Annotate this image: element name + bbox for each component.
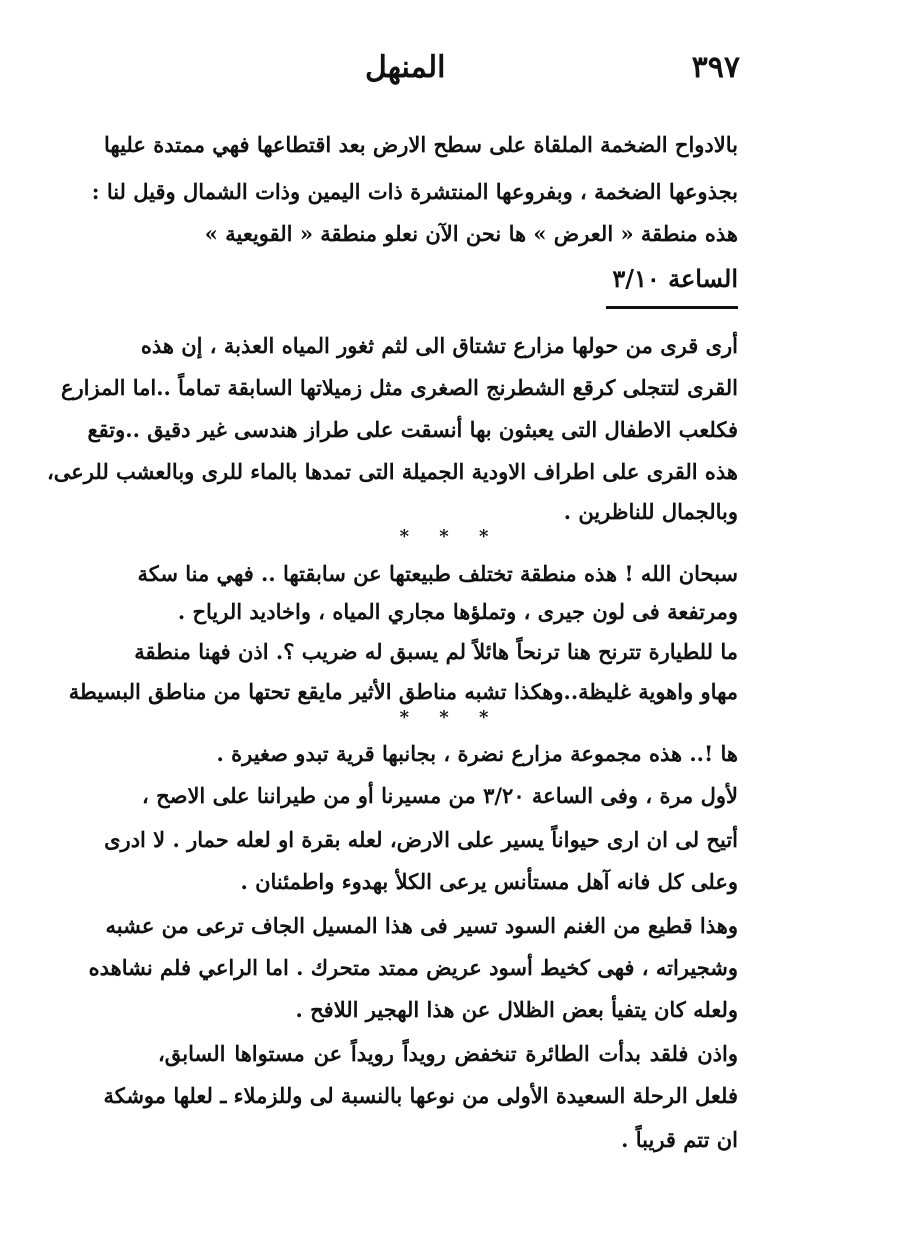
section-heading: الساعة ٣/١٠: [612, 264, 738, 293]
text-line: وعلى كل فانه آهل مستأنس يرعى الكلأ بهدوء واطمئنان .: [240, 869, 738, 894]
text-line: ومرتفعة فى لون جيرى ، وتملؤها مجاري المياه ، واخاديد الرياح .: [177, 599, 738, 624]
text-line: فكلعب الاطفال التى يعبثون بها أنسقت على طراز هندسى غير دقيق ..وتقع: [87, 417, 738, 442]
text-line: هذه منطقة « العرض » ها نحن الآن نعلو منطقة « القويعية »: [204, 221, 738, 246]
text-line: بجذوعها الضخمة ، وبفروعها المنتشرة ذات اليمين وذات الشمال وقيل لنا :: [91, 179, 738, 204]
running-title: المنهل: [365, 50, 446, 85]
text-line: وبالجمال للناظرين .: [563, 499, 738, 524]
text-line: أتيح لى ان ارى حيواناً يسير على الارض، لعله بقرة او لعله حمار . لا ادرى: [104, 827, 738, 852]
text-line: هذه القرى على اطراف الاودية الجميلة التى تمدها بالماء للرى وبالعشب للرعى،: [46, 459, 738, 484]
text-line: ولعله كان يتفيأ بعض الظلال عن هذا الهجير اللافح .: [295, 997, 738, 1022]
page-header: [120, 50, 740, 90]
text-line: وشجيراته ، فهى كخيط أسود عريض ممتد متحرك . اما الراعي فلم نشاهده: [88, 955, 738, 980]
text-line: بالادواح الضخمة الملقاة على سطح الارض بعد اقتطاعها فهي ممتدة عليها: [104, 132, 738, 157]
text-line: ان تتم قريباً .: [621, 1127, 738, 1152]
text-line: فلعل الرحلة السعيدة الأولى من نوعها بالنسبة لى وللزملاء ـ لعلها موشكة: [103, 1083, 738, 1108]
text-line: ها !.. هذه مجموعة مزارع نضرة ، بجانبها قرية تبدو صغيرة .: [216, 741, 738, 766]
heading-underline: [606, 306, 738, 309]
text-line: ما للطيارة تترنح هنا ترنحاً هائلاً لم يسبق له ضريب ؟. اذن فهنا منطقة: [134, 639, 738, 664]
text-line: لأول مرة ، وفى الساعة ٣/٢٠ من مسيرنا أو من طيراننا على الاصح ،: [141, 783, 738, 808]
page-number: ٣٩٧: [691, 50, 740, 85]
section-separator: * * *: [399, 526, 501, 547]
text-line: وهذا قطيع من الغنم السود تسير فى هذا المسيل الجاف ترعى من عشبه: [105, 913, 738, 938]
section-separator: * * *: [399, 707, 501, 728]
text-line: مهاو واهوية غليظة..وهكذا تشبه مناطق الأثير مايقع تحتها من مناطق البسيطة: [68, 679, 738, 704]
text-line: أرى قرى من حولها مزارع تشتاق الى لثم ثغور المياه العذبة ، إن هذه: [140, 333, 738, 358]
text-line: سبحان الله ! هذه منطقة تختلف طبيعتها عن سابقتها .. فهي منا سكة: [137, 561, 738, 586]
text-line: القرى لتتجلى كرقع الشطرنج الصغرى مثل زميلاتها السابقة تماماً ..اما المزارع: [60, 375, 738, 400]
text-line: واذن فلقد بدأت الطائرة تنخفض رويداً رويداً عن مستواها السابق،: [158, 1041, 738, 1066]
